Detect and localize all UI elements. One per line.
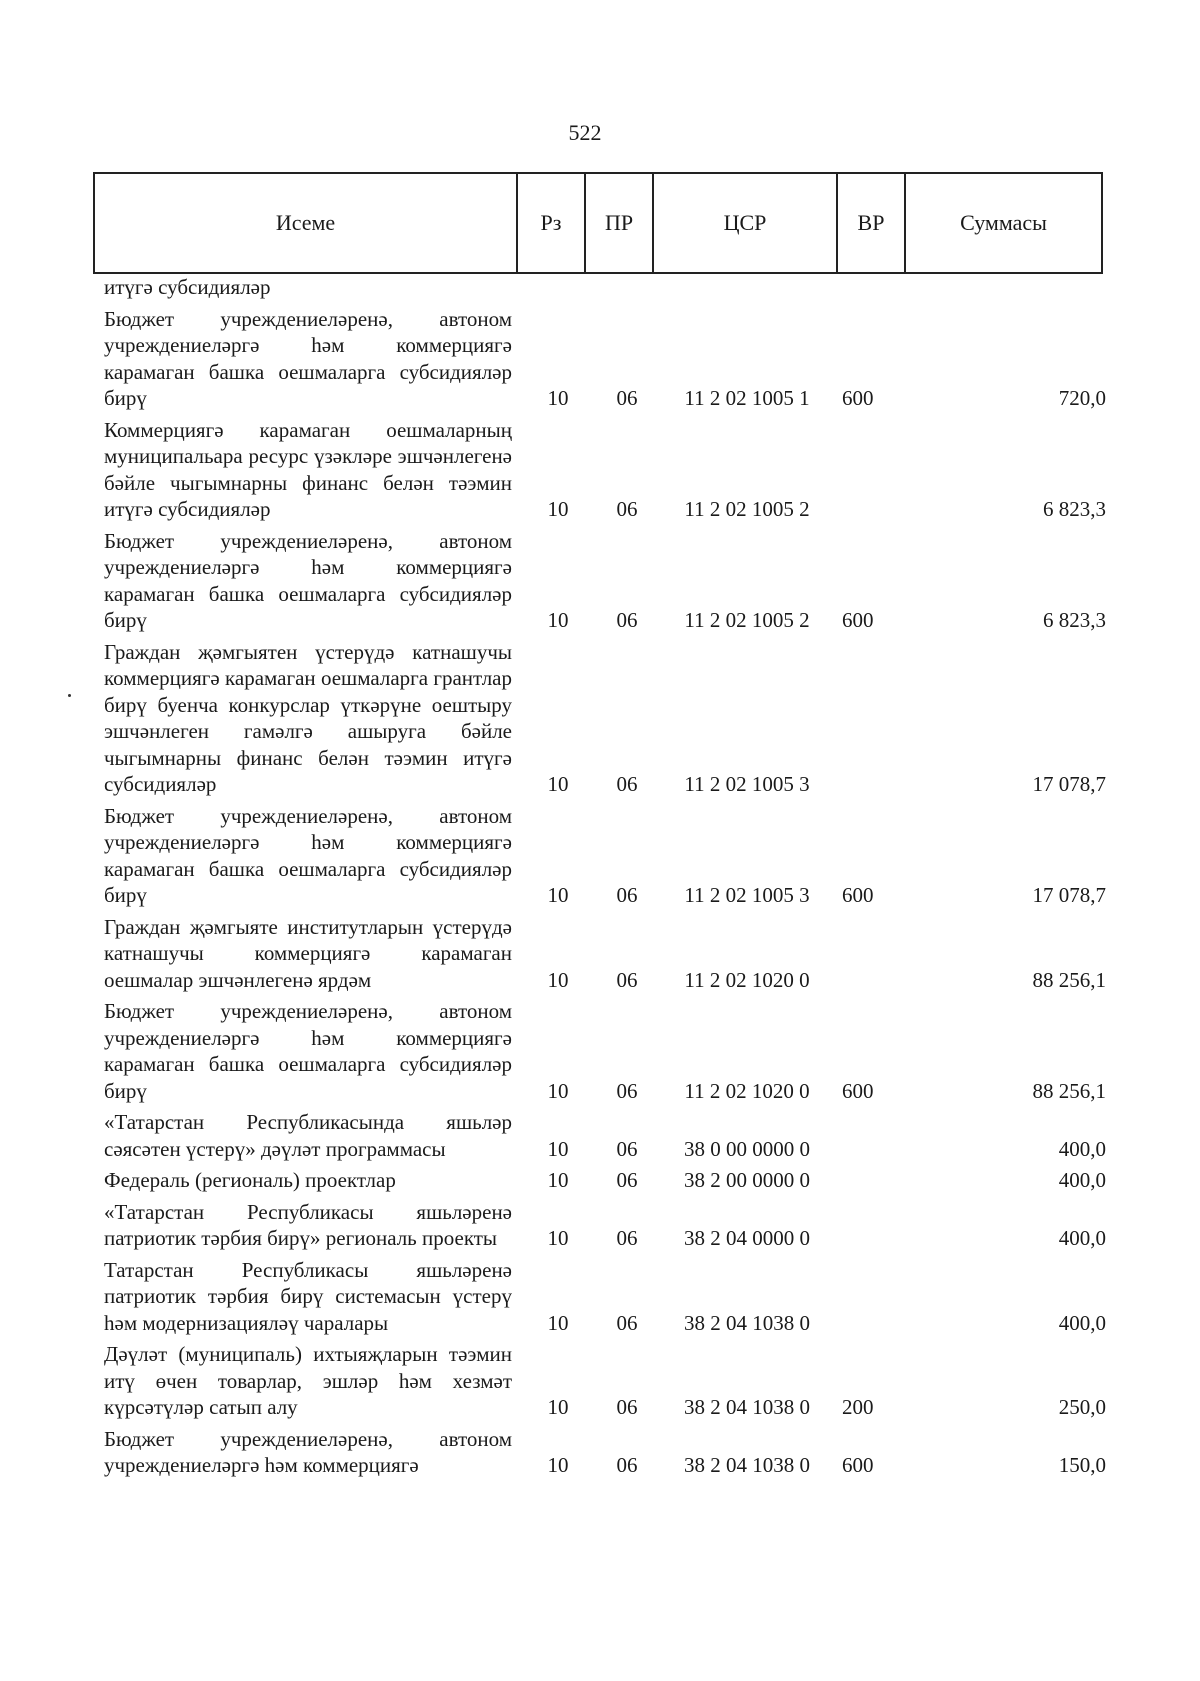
row-sum: 400,0: [1058, 1310, 1106, 1335]
row-csr: 11 2 02 1005 1: [684, 386, 810, 410]
row-name: Татарстан Республикасы яшьләренә патриотик тәрбия бирү системасын үстерү һәм модернизацияләү чаралары: [104, 1257, 512, 1335]
row-csr: 11 2 02 1005 2: [684, 608, 810, 632]
table-row: [104, 1109, 1106, 1162]
row-csr: 11 2 02 1020 0: [684, 967, 810, 992]
row-csr: 11 2 02 1005 3: [684, 883, 810, 907]
table-row: [104, 417, 1106, 523]
row-name: Бюджет учреждениеләренә, автоном учреждениеләргә һәм коммерциягә карамаган башка оешмаларга субсидияләр бирү: [104, 528, 512, 632]
row-name: Коммерциягә карамаган оешмаларның муниципальара ресурс үзәкләре эшчәнлегенә бәйле чыгымнарны финанс белән тәэмин итүгә субсидияләр: [104, 417, 512, 521]
row-csr: 38 0 00 0000 0: [684, 1136, 810, 1161]
row-sum: 250,0: [1058, 1395, 1106, 1419]
row-rz: 10: [547, 1226, 569, 1250]
row-rz: 10: [547, 1310, 569, 1335]
row-sum: 400,0: [1058, 1168, 1106, 1192]
table-row: [104, 639, 1106, 798]
row-csr: 11 2 02 1005 3: [684, 772, 810, 796]
row-sum: 150,0: [1058, 1453, 1106, 1477]
row-rz: 10: [547, 1136, 569, 1161]
header-rz: Рз: [518, 174, 586, 272]
row-rz: 10: [547, 1078, 569, 1103]
row-name: итүгә субсидияләр: [104, 275, 271, 299]
row-pr: 06: [616, 386, 638, 410]
row-csr: 38 2 00 0000 0: [684, 1168, 810, 1192]
row-rz: 10: [547, 386, 569, 410]
row-sum: 88 256,1: [1032, 1078, 1106, 1103]
row-rz: 10: [547, 772, 569, 796]
row-rz: 10: [547, 497, 569, 521]
row-name: Бюджет учреждениеләренә, автоном учреждениеләргә һәм коммерциягә: [104, 1426, 512, 1477]
row-pr: 06: [616, 772, 638, 796]
row-pr: 06: [616, 967, 638, 992]
row-sum: 17 078,7: [1032, 883, 1106, 907]
row-csr: 38 2 04 1038 0: [684, 1395, 810, 1419]
header-csr: ЦСР: [654, 174, 838, 272]
row-pr: 06: [616, 1168, 638, 1192]
row-name: «Татарстан Республикасында яшьләр сәясәтен үстерү» дәүләт программасы: [104, 1110, 512, 1161]
table-row: [104, 1199, 1106, 1252]
row-rz: 10: [547, 967, 569, 992]
table-row: [104, 998, 1106, 1104]
row-sum: 17 078,7: [1032, 772, 1106, 796]
row-pr: 06: [616, 1226, 638, 1250]
row-rz: 10: [547, 1168, 569, 1192]
row-sum: 6 823,3: [1043, 608, 1106, 632]
row-name: Бюджет учреждениеләренә, автоном учреждениеләргә һәм коммерциягә карамаган башка оешмаларга субсидияләр бирү: [104, 803, 512, 907]
header-vr: ВР: [838, 174, 906, 272]
row-vr: 600: [842, 386, 874, 410]
table-row: [104, 1341, 1106, 1421]
table-header: [93, 172, 1103, 274]
row-rz: 10: [547, 883, 569, 907]
row-name: Граждан җәмгыятен үстерүдә катнашучы коммерциягә карамаган оешмаларга грантлар бирү буенча конкурслар үткәрүне оештыру эшчәнлеген гамәлгә ашыруга бәйле чыгымнарны финанс белән тәэмин итүгә субсидияләр: [104, 639, 512, 796]
table-body: [104, 274, 1106, 1484]
table-row: [104, 1426, 1106, 1479]
header-name: Исеме: [95, 174, 518, 272]
row-rz: 10: [547, 1395, 569, 1419]
row-pr: 06: [616, 883, 638, 907]
row-name: «Татарстан Республикасы яшьләренә патриотик тәрбия бирү» региональ проекты: [104, 1199, 512, 1250]
table-row: [104, 914, 1106, 994]
row-sum: 720,0: [1058, 386, 1106, 410]
row-name: Федераль (региональ) проектлар: [104, 1168, 396, 1192]
row-pr: 06: [616, 1310, 638, 1335]
row-name: Дәүләт (муниципаль) ихтыяҗларын тәэмин итү өчен товарлар, эшләр һәм хезмәт күрсәтүләр сатып алу: [104, 1342, 512, 1419]
row-sum: 88 256,1: [1032, 967, 1106, 992]
row-name: Бюджет учреждениеләренә, автоном учреждениеләргә һәм коммерциягә карамаган башка оешмаларга субсидияләр бирү: [104, 306, 512, 410]
row-pr: 06: [616, 497, 638, 521]
row-name: Граждан җәмгыяте институтларын үстерүдә катнашучы коммерциягә карамаган оешмалар эшчәнлегенә ярдәм: [104, 914, 512, 992]
row-pr: 06: [616, 1453, 638, 1477]
row-csr: 11 2 02 1020 0: [684, 1078, 810, 1103]
row-csr: 38 2 04 0000 0: [684, 1226, 810, 1250]
row-vr: 600: [842, 883, 874, 907]
table-row: [104, 528, 1106, 634]
row-vr: 200: [842, 1395, 874, 1419]
table-row: [104, 274, 1106, 301]
row-pr: 06: [616, 1078, 638, 1103]
table-row: [104, 1257, 1106, 1337]
row-csr: 11 2 02 1005 2: [684, 497, 810, 521]
row-pr: 06: [616, 608, 638, 632]
row-pr: 06: [616, 1136, 638, 1161]
table-row: [104, 306, 1106, 412]
scan-speck: [68, 694, 71, 697]
row-pr: 06: [616, 1395, 638, 1419]
row-vr: 600: [842, 1453, 874, 1477]
header-pr: ПР: [586, 174, 654, 272]
page-number: 522: [568, 120, 602, 145]
row-rz: 10: [547, 608, 569, 632]
header-sum: Суммасы: [960, 210, 1047, 235]
row-sum: 400,0: [1058, 1136, 1106, 1161]
table-row: [104, 1167, 1106, 1194]
row-csr: 38 2 04 1038 0: [684, 1453, 810, 1477]
table-row: [104, 803, 1106, 909]
row-vr: 600: [842, 1078, 874, 1103]
row-vr: 600: [842, 608, 874, 632]
row-csr: 38 2 04 1038 0: [684, 1310, 810, 1335]
row-sum: 400,0: [1058, 1226, 1106, 1250]
row-rz: 10: [547, 1453, 569, 1477]
row-sum: 6 823,3: [1043, 497, 1106, 521]
row-name: Бюджет учреждениеләренә, автоном учреждениеләргә һәм коммерциягә карамаган башка оешмаларга субсидияләр бирү: [104, 999, 512, 1103]
